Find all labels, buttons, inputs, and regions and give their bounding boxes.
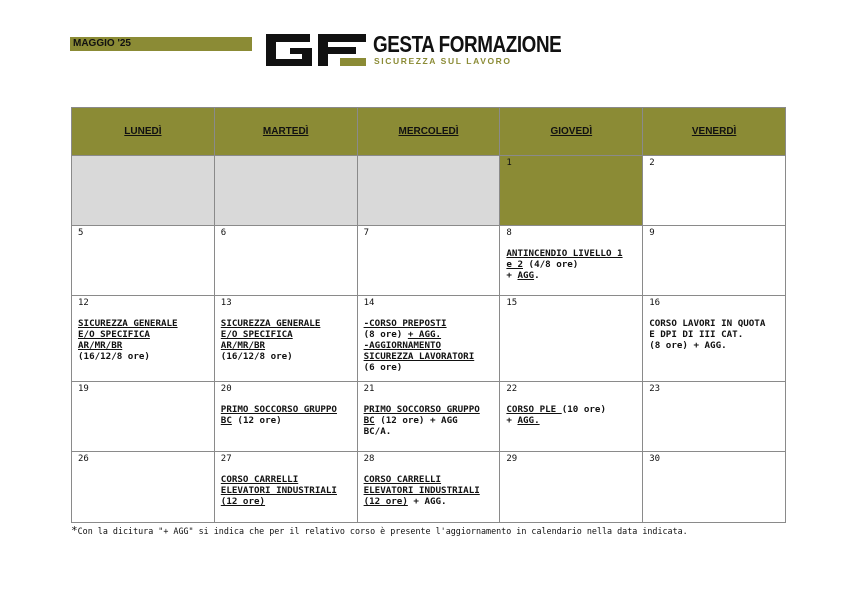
course-text: + AGG.	[407, 329, 442, 340]
course-text: .	[534, 270, 540, 281]
week-row	[72, 452, 786, 523]
day-number: 30	[649, 454, 661, 464]
course-text: CORSO CARRELLI ELEVATORI INDUSTRIALI (12 ore)	[220, 474, 337, 507]
day-cell-28	[357, 452, 500, 523]
day-cell-empty	[214, 156, 357, 226]
day-cell-2	[643, 156, 786, 226]
gf-logo-icon	[264, 32, 368, 68]
course-text: (12 ore) + AGG BC/A.	[363, 415, 458, 437]
day-number: 8	[506, 228, 512, 238]
day-cell-26	[72, 452, 215, 523]
course-text: -AGGIORNAMENTO SICUREZZA LAVORATORI	[363, 340, 475, 362]
brand-logo	[264, 30, 584, 70]
course-entry	[506, 404, 636, 426]
calendar-table	[71, 107, 786, 523]
day-cell-1	[500, 156, 643, 226]
day-number: 15	[506, 298, 518, 308]
footnote-marker: *	[71, 524, 78, 537]
day-number: 29	[506, 454, 518, 464]
week-row	[72, 226, 786, 296]
day-number: 13	[220, 298, 232, 308]
course-entry	[221, 404, 351, 426]
day-number: 20	[220, 384, 232, 394]
course-text: PRIMO SOCCORSO GRUPPO BC	[363, 404, 480, 426]
day-cell-8	[500, 226, 643, 296]
course-text: SICUREZZA GENERALE E/O SPECIFICA AR/MR/BR	[220, 318, 321, 351]
course-text: (8 ore)	[363, 329, 403, 340]
day-cell-22	[500, 382, 643, 452]
day-number: 14	[363, 298, 375, 308]
day-number: 5	[78, 228, 84, 238]
course-entry	[506, 248, 636, 281]
day-cell-30	[643, 452, 786, 523]
course-text: CORSO LAVORI IN QUOTA E DPI DI III CAT. (8 ore) + AGG.	[649, 318, 766, 351]
day-number: 19	[78, 384, 89, 394]
month-label: MAGGIO '25	[70, 37, 252, 51]
course-text: AGG.	[517, 415, 540, 426]
course-text: + AGG.	[407, 496, 447, 507]
weekday-header: LUNEDÌ	[72, 108, 215, 156]
day-cell-20	[214, 382, 357, 452]
weekday-header: MERCOLEDÌ	[357, 108, 500, 156]
day-cell-empty	[72, 156, 215, 226]
course-text: (4/8 ore) +	[506, 259, 579, 281]
course-text: CORSO CARRELLI ELEVATORI INDUSTRIALI (12 ore)	[363, 474, 480, 507]
course-text: AGG	[517, 270, 535, 281]
day-number: 16	[649, 298, 661, 308]
course-entry	[221, 318, 351, 362]
day-cell-5	[72, 226, 215, 296]
week-row	[72, 156, 786, 226]
course-text: (6 ore)	[363, 362, 403, 373]
course-text: CORSO PLE	[506, 404, 562, 415]
day-cell-13	[214, 296, 357, 382]
day-cell-7	[357, 226, 500, 296]
day-cell-15	[500, 296, 643, 382]
day-number: 1	[506, 158, 512, 168]
footnote	[71, 524, 688, 537]
calendar-body	[72, 156, 786, 523]
course-entry	[364, 318, 494, 373]
day-cell-9	[643, 226, 786, 296]
day-number: 21	[363, 384, 375, 394]
brand-name: GESTA FORMAZIONE	[373, 31, 562, 57]
weekday-header: MARTEDÌ	[214, 108, 357, 156]
brand-tagline: SICUREZZA SUL LAVORO	[374, 56, 512, 66]
day-cell-29	[500, 452, 643, 523]
course-text: PRIMO SOCCORSO GRUPPO BC	[220, 404, 337, 426]
day-cell-14	[357, 296, 500, 382]
day-number: 9	[649, 228, 655, 238]
course-text: (12 ore)	[231, 415, 282, 426]
day-number: 23	[649, 384, 661, 394]
day-number: 22	[506, 384, 518, 394]
day-number: 27	[220, 454, 232, 464]
day-cell-6	[214, 226, 357, 296]
week-row	[72, 296, 786, 382]
day-cell-empty	[357, 156, 500, 226]
course-text: (10 ore) +	[506, 404, 606, 426]
day-number: 28	[363, 454, 375, 464]
course-entry	[364, 474, 494, 507]
weekday-header: VENERDÌ	[643, 108, 786, 156]
weekday-header-row	[72, 108, 786, 156]
course-entry	[221, 474, 351, 507]
course-text: SICUREZZA GENERALE E/O SPECIFICA AR/MR/BR	[78, 318, 178, 351]
day-number: 7	[363, 228, 370, 238]
day-cell-23	[643, 382, 786, 452]
course-entry	[364, 404, 494, 437]
course-entry	[78, 318, 208, 362]
course-entry	[649, 318, 779, 351]
day-cell-19	[72, 382, 215, 452]
day-cell-21	[357, 382, 500, 452]
course-text: (16/12/8 ore)	[78, 351, 150, 362]
course-text: ANTINCENDIO LIVELLO 1 e 2	[506, 248, 623, 270]
course-text: (16/12/8 ore)	[220, 351, 293, 362]
footnote-text: Con la dicitura "+ AGG" si indica che per il relativo corso è presente l'aggiornamento in calendario nella data indicata.	[77, 526, 688, 536]
day-number: 26	[78, 454, 89, 464]
week-row	[72, 382, 786, 452]
day-cell-16	[643, 296, 786, 382]
day-cell-12	[72, 296, 215, 382]
course-text: -CORSO PREPOSTI	[363, 318, 447, 329]
day-number: 12	[78, 298, 89, 308]
day-cell-27	[214, 452, 357, 523]
day-number: 2	[649, 158, 655, 168]
weekday-header: GIOVEDÌ	[500, 108, 643, 156]
day-number: 6	[220, 228, 227, 238]
